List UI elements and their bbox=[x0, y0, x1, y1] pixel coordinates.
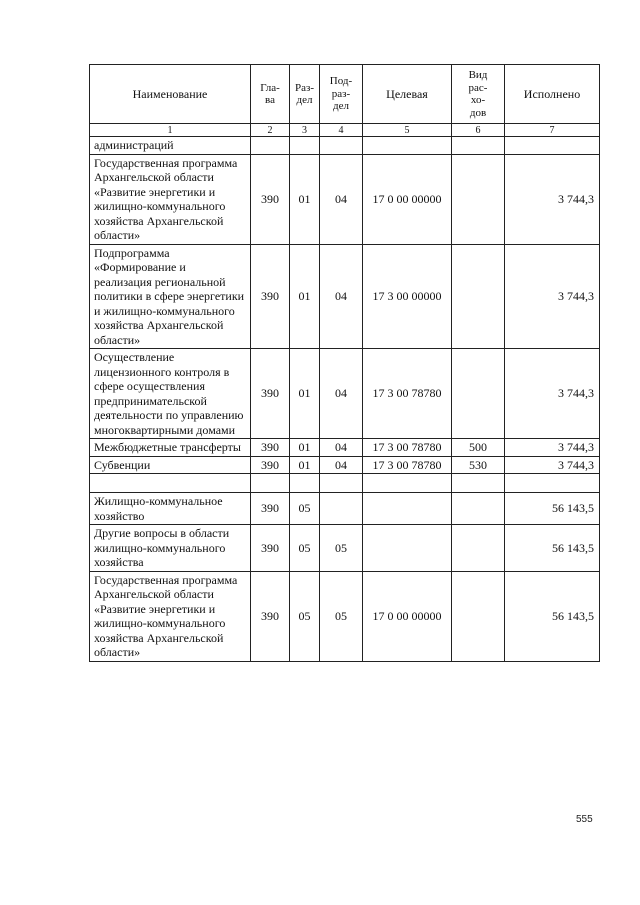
table-row bbox=[90, 137, 600, 155]
row-razdel: 01 bbox=[290, 244, 320, 349]
row-ispolneno bbox=[505, 474, 600, 493]
row-razdel bbox=[290, 474, 320, 493]
table-row bbox=[90, 525, 600, 572]
row-vid bbox=[452, 525, 505, 572]
column-number-row bbox=[90, 124, 600, 137]
row-name: Осуществление лицензионного контроля в сфере осуществления предпринимательской деятельности по управлению многоквартирными домами bbox=[90, 349, 251, 439]
row-vid bbox=[452, 154, 505, 244]
table-row bbox=[90, 154, 600, 244]
column-number: 2 bbox=[251, 124, 290, 137]
row-podrazdel bbox=[320, 493, 363, 525]
row-podrazdel: 04 bbox=[320, 349, 363, 439]
row-name: Субвенции bbox=[90, 456, 251, 474]
row-glava: 390 bbox=[251, 349, 290, 439]
row-podrazdel: 05 bbox=[320, 571, 363, 661]
row-ispolneno bbox=[505, 137, 600, 155]
row-name: Государственная программа Архангельской области «Развитие энергетики и жилищно-коммунального хозяйства Архангельской области» bbox=[90, 571, 251, 661]
row-ispolneno: 56 143,5 bbox=[505, 571, 600, 661]
header-razdel: Раз- дел bbox=[290, 65, 320, 124]
column-number: 4 bbox=[320, 124, 363, 137]
header-celevaya: Целевая bbox=[363, 65, 452, 124]
row-razdel: 01 bbox=[290, 349, 320, 439]
row-name: Подпрограмма «Формирование и реализация региональной политики в сфере энергетики и жилищно-коммунального хозяйства Архангельской области» bbox=[90, 244, 251, 349]
column-number: 5 bbox=[363, 124, 452, 137]
row-razdel bbox=[290, 137, 320, 155]
header-ispolneno: Исполнено bbox=[505, 65, 600, 124]
table-row-empty bbox=[90, 474, 600, 493]
row-celevaya bbox=[363, 525, 452, 572]
table-row bbox=[90, 244, 600, 349]
row-celevaya bbox=[363, 137, 452, 155]
table-row bbox=[90, 493, 600, 525]
page-number: 555 bbox=[576, 814, 593, 825]
row-razdel: 05 bbox=[290, 571, 320, 661]
row-celevaya: 17 3 00 78780 bbox=[363, 439, 452, 457]
row-name: Жилищно-коммунальное хозяйство bbox=[90, 493, 251, 525]
row-vid bbox=[452, 349, 505, 439]
row-ispolneno: 56 143,5 bbox=[505, 525, 600, 572]
header-name: Наименование bbox=[90, 65, 251, 124]
row-vid bbox=[452, 137, 505, 155]
row-podrazdel bbox=[320, 137, 363, 155]
row-celevaya: 17 3 00 78780 bbox=[363, 349, 452, 439]
row-razdel: 01 bbox=[290, 154, 320, 244]
row-ispolneno: 3 744,3 bbox=[505, 244, 600, 349]
row-podrazdel: 04 bbox=[320, 439, 363, 457]
column-number: 1 bbox=[90, 124, 251, 137]
row-glava: 390 bbox=[251, 525, 290, 572]
row-glava: 390 bbox=[251, 439, 290, 457]
row-ispolneno: 56 143,5 bbox=[505, 493, 600, 525]
row-glava: 390 bbox=[251, 493, 290, 525]
row-razdel: 01 bbox=[290, 456, 320, 474]
row-vid: 530 bbox=[452, 456, 505, 474]
row-vid bbox=[452, 244, 505, 349]
column-number: 7 bbox=[505, 124, 600, 137]
row-ispolneno: 3 744,3 bbox=[505, 456, 600, 474]
header-row bbox=[90, 65, 600, 124]
header-podrazdel: Под- раз- дел bbox=[320, 65, 363, 124]
row-celevaya: 17 3 00 00000 bbox=[363, 244, 452, 349]
row-razdel: 05 bbox=[290, 493, 320, 525]
row-glava bbox=[251, 137, 290, 155]
row-glava: 390 bbox=[251, 244, 290, 349]
column-number: 6 bbox=[452, 124, 505, 137]
row-vid bbox=[452, 493, 505, 525]
row-podrazdel: 04 bbox=[320, 154, 363, 244]
header-vid: Вид рас- хо- дов bbox=[452, 65, 505, 124]
row-glava: 390 bbox=[251, 456, 290, 474]
column-number: 3 bbox=[290, 124, 320, 137]
row-podrazdel: 05 bbox=[320, 525, 363, 572]
row-name: Другие вопросы в области жилищно-коммунального хозяйства bbox=[90, 525, 251, 572]
row-name: Межбюджетные трансферты bbox=[90, 439, 251, 457]
row-podrazdel: 04 bbox=[320, 244, 363, 349]
row-glava: 390 bbox=[251, 571, 290, 661]
row-ispolneno: 3 744,3 bbox=[505, 349, 600, 439]
row-name bbox=[90, 474, 251, 493]
row-vid bbox=[452, 474, 505, 493]
row-vid: 500 bbox=[452, 439, 505, 457]
row-celevaya bbox=[363, 474, 452, 493]
row-name: администраций bbox=[90, 137, 251, 155]
row-vid bbox=[452, 571, 505, 661]
row-glava: 390 bbox=[251, 154, 290, 244]
row-razdel: 01 bbox=[290, 439, 320, 457]
row-podrazdel: 04 bbox=[320, 456, 363, 474]
header-glava: Гла- ва bbox=[251, 65, 290, 124]
row-celevaya bbox=[363, 493, 452, 525]
row-glava bbox=[251, 474, 290, 493]
row-celevaya: 17 0 00 00000 bbox=[363, 154, 452, 244]
row-ispolneno: 3 744,3 bbox=[505, 154, 600, 244]
row-celevaya: 17 3 00 78780 bbox=[363, 456, 452, 474]
table-row bbox=[90, 456, 600, 474]
row-podrazdel bbox=[320, 474, 363, 493]
table-row bbox=[90, 571, 600, 661]
table-row bbox=[90, 349, 600, 439]
row-name: Государственная программа Архангельской области «Развитие энергетики и жилищно-коммунального хозяйства Архангельской области» bbox=[90, 154, 251, 244]
row-celevaya: 17 0 00 00000 bbox=[363, 571, 452, 661]
row-ispolneno: 3 744,3 bbox=[505, 439, 600, 457]
budget-table bbox=[89, 64, 600, 662]
table-row bbox=[90, 439, 600, 457]
row-razdel: 05 bbox=[290, 525, 320, 572]
